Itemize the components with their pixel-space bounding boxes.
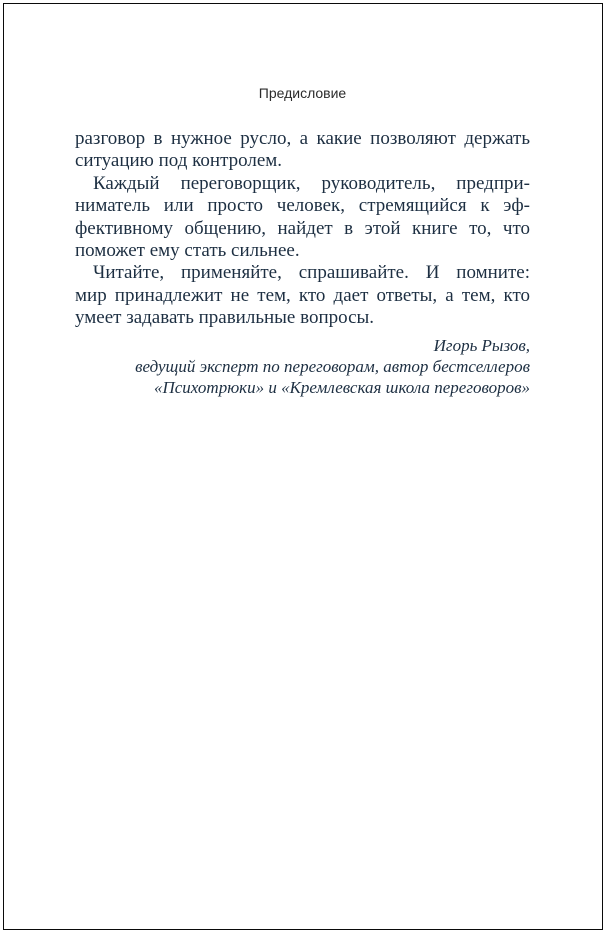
body-line: мир принадлежит не тем, кто дает ответы, а тем, кто: [75, 284, 530, 306]
body-line: фективному общению, найдет в этой книге то, что: [75, 217, 530, 239]
signature-credit-line: ведущий эксперт по переговорам, автор бестселлеров: [135, 356, 530, 376]
body-line: разговор в нужное русло, а какие позволяют держать: [75, 128, 530, 149]
body-line: поможет ему стать сильнее.: [75, 240, 300, 262]
signature-credit-line: «Психотрюки» и «Кремлевская школа переговоров»: [153, 377, 530, 397]
signature-block: [75, 335, 530, 398]
body-line: Читайте, применяйте, спрашивайте. И помните:: [93, 262, 530, 284]
body-line: ниматель или просто человек, стремящийся к эф-: [75, 195, 530, 217]
body-line: ситуацию под контролем.: [75, 150, 283, 172]
body-text: [75, 128, 530, 398]
signature-author: Игорь Рызов,: [433, 335, 530, 355]
body-line: Каждый переговорщик, руководитель, предпри-: [93, 172, 530, 194]
running-head: Предисловие: [258, 85, 347, 101]
body-line: умеет задавать правильные вопросы.: [75, 307, 375, 329]
